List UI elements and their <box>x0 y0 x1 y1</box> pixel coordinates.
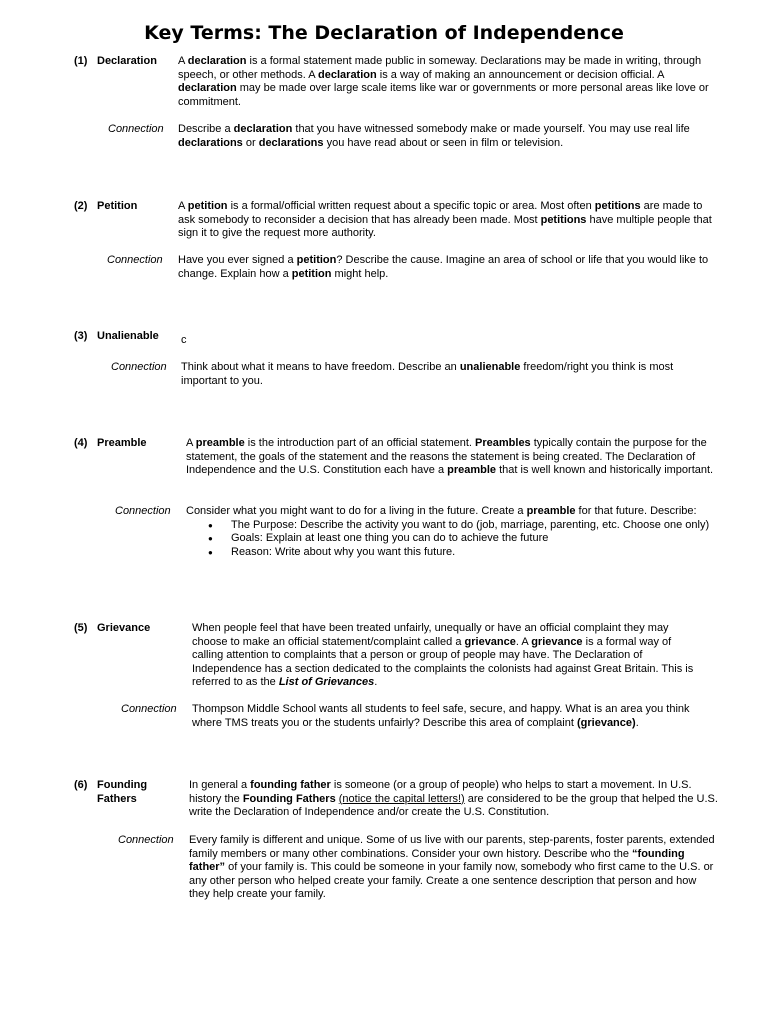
text-run: Consider what you might want to do for a living in the future. Create a <box>186 505 527 517</box>
text-run: Have you ever signed a <box>178 254 297 266</box>
term-definition <box>186 437 718 478</box>
text-run: is the introduction part of an official statement. <box>244 437 476 449</box>
term-name: Founding Fathers <box>97 779 148 805</box>
text-run: might help. <box>331 267 389 280</box>
connection-text <box>178 123 722 150</box>
bold-term: petition <box>187 200 228 212</box>
text-run: A <box>178 55 188 67</box>
text-run: have multiple people that sign it to give the request more authority. <box>178 213 712 240</box>
term-number: (5) <box>74 622 88 634</box>
term-number: (1) <box>74 55 88 67</box>
text-run: is a formal/official written request about a specific topic or area. Most often <box>227 200 595 212</box>
bold-term: petitions <box>594 200 641 212</box>
text-run: for that future. Describe: <box>575 505 697 517</box>
connection-text <box>189 834 719 902</box>
text-run: Describe a <box>178 123 234 135</box>
bold-term: petitions <box>540 213 587 226</box>
bold-term: declarations <box>178 136 243 149</box>
text-run: freedom/right you think is most important to you. <box>181 361 674 387</box>
text-run: A <box>178 200 188 212</box>
bold-term: unalienable <box>459 361 521 373</box>
text-run: (notice the capital letters!) <box>338 792 465 805</box>
bold-term: List of Grievances <box>278 676 375 689</box>
connection-label: Connection <box>107 254 163 266</box>
text-run: ? Describe the cause. Imagine an area of school or life that you would like to change. Explain how a <box>178 254 709 280</box>
bold-term: Founding Fathers <box>242 792 336 805</box>
text-run: are made to ask somebody to reconsider a decision that has already been made. Most <box>178 200 703 226</box>
text-run: that you have witnessed somebody make or made yourself. You may use real life <box>292 123 690 135</box>
bold-term: petition <box>296 254 337 266</box>
bold-term: declaration <box>318 68 377 81</box>
bold-term: declaration <box>233 123 293 135</box>
bold-term: petition <box>291 267 332 280</box>
term-name: Unalienable <box>97 330 159 342</box>
connection-label: Connection <box>121 703 177 715</box>
term-definition <box>178 200 722 241</box>
text-run: or <box>242 136 259 149</box>
text-run: Thompson Middle School wants all students to feel safe, secure, and happy. What is an area you think where TMS treats you or the students unfairly? Describe this area of complaint <box>192 703 690 729</box>
text-run: may be made over large scale items like war or governments or more personal areas like love or commitment. <box>178 82 709 108</box>
text-run: Every family is different and unique. Some of us live with our parents, step-parents, foster parents, extended family members or many other combinations. Consider your own history. Describe who the <box>189 834 715 860</box>
connection-text <box>192 703 714 730</box>
bold-term: declarations <box>258 136 324 149</box>
text-run: A <box>186 437 196 449</box>
bullet-list <box>186 519 726 560</box>
bold-term: “founding father” <box>189 847 685 874</box>
text-run: In general a <box>189 779 251 791</box>
text-run: of your family is. This could be someone in your family now, somebody who first came to the U.S. or any other person who helped create your family. Create a one sentence description that person and how they help create your family. <box>189 861 714 901</box>
text-run: you have read about or seen in film or television. <box>323 136 564 149</box>
bold-term: preamble <box>526 505 576 517</box>
term-definition <box>189 779 719 820</box>
bold-term: grievance <box>464 635 516 648</box>
term-number: (4) <box>74 437 88 449</box>
bold-term: preamble <box>447 464 497 477</box>
text-run: is a formal way of calling attention to complaints that a person or group of people may have. The Declaration of Independence has a section dedicated to the complaints the colonists had against Great Britain. This is referred to as the <box>192 635 694 689</box>
connection-label: Connection <box>115 505 171 517</box>
bold-term: preamble <box>195 437 245 449</box>
text-run: are considered to be the group that helped the U.S. write the Declaration of Independence and/or create the U.S. Constitution. <box>189 792 718 819</box>
list-item: ● Reason: Write about why you want this future. <box>186 546 726 560</box>
text-run: is a formal statement made public in someway. Declarations may be made in writing, through speech, or other methods. A <box>178 55 702 81</box>
text-run: typically contain the purpose for the statement, the goals of the statement and the reasons the statement is being created. The Declaration of Independence and the U.S. Constitution each have a <box>186 437 707 477</box>
text-run: Think about what it means to have freedom. Describe an <box>181 361 460 373</box>
connection-label: Connection <box>108 123 164 135</box>
text-run: . <box>374 676 378 689</box>
term-name: Petition <box>97 200 138 212</box>
bold-term: (grievance) <box>576 716 636 729</box>
term-definition <box>192 622 704 690</box>
text-run: c <box>181 334 187 346</box>
connection-text <box>181 361 711 388</box>
connection-label: Connection <box>111 361 167 373</box>
connection-text <box>178 254 722 281</box>
connection-block <box>186 505 726 559</box>
text-run: that is well known and historically important. <box>496 464 714 477</box>
term-name: Grievance <box>97 622 151 634</box>
term-name: Declaration <box>97 55 157 67</box>
term-definition <box>181 334 721 348</box>
bold-term: declaration <box>187 55 247 67</box>
term-number: (3) <box>74 330 88 342</box>
list-item: ● The Purpose: Describe the activity you want to do (job, marriage, parenting, etc. Choose one only) <box>186 519 726 533</box>
term-number: (6) <box>74 779 88 791</box>
term-definition <box>178 55 722 109</box>
term-name: Preamble <box>97 437 147 449</box>
text-run: is someone (or a group of people) who helps to start a movement. In U.S. history the <box>189 779 692 805</box>
list-item: ● Goals: Explain at least one thing you can do to achieve the future <box>186 532 726 546</box>
text-run: When people feel that have been treated unfairly, unequally or have an official complaint they may choose to make an official statement/complaint called a <box>192 622 669 648</box>
connection-label: Connection <box>118 834 174 846</box>
term-number: (2) <box>74 200 88 212</box>
text-run: . <box>635 716 639 729</box>
page-title: Key Terms: The Declaration of Independence <box>144 22 624 44</box>
connection-text <box>186 505 726 519</box>
text-run: is a way of making an announcement or decision official. A <box>376 68 664 81</box>
bold-term: grievance <box>531 635 583 648</box>
bold-term: Preambles <box>475 437 531 449</box>
bold-term: declaration <box>178 82 237 95</box>
text-run: . A <box>515 635 532 648</box>
bold-term: founding father <box>250 779 331 791</box>
